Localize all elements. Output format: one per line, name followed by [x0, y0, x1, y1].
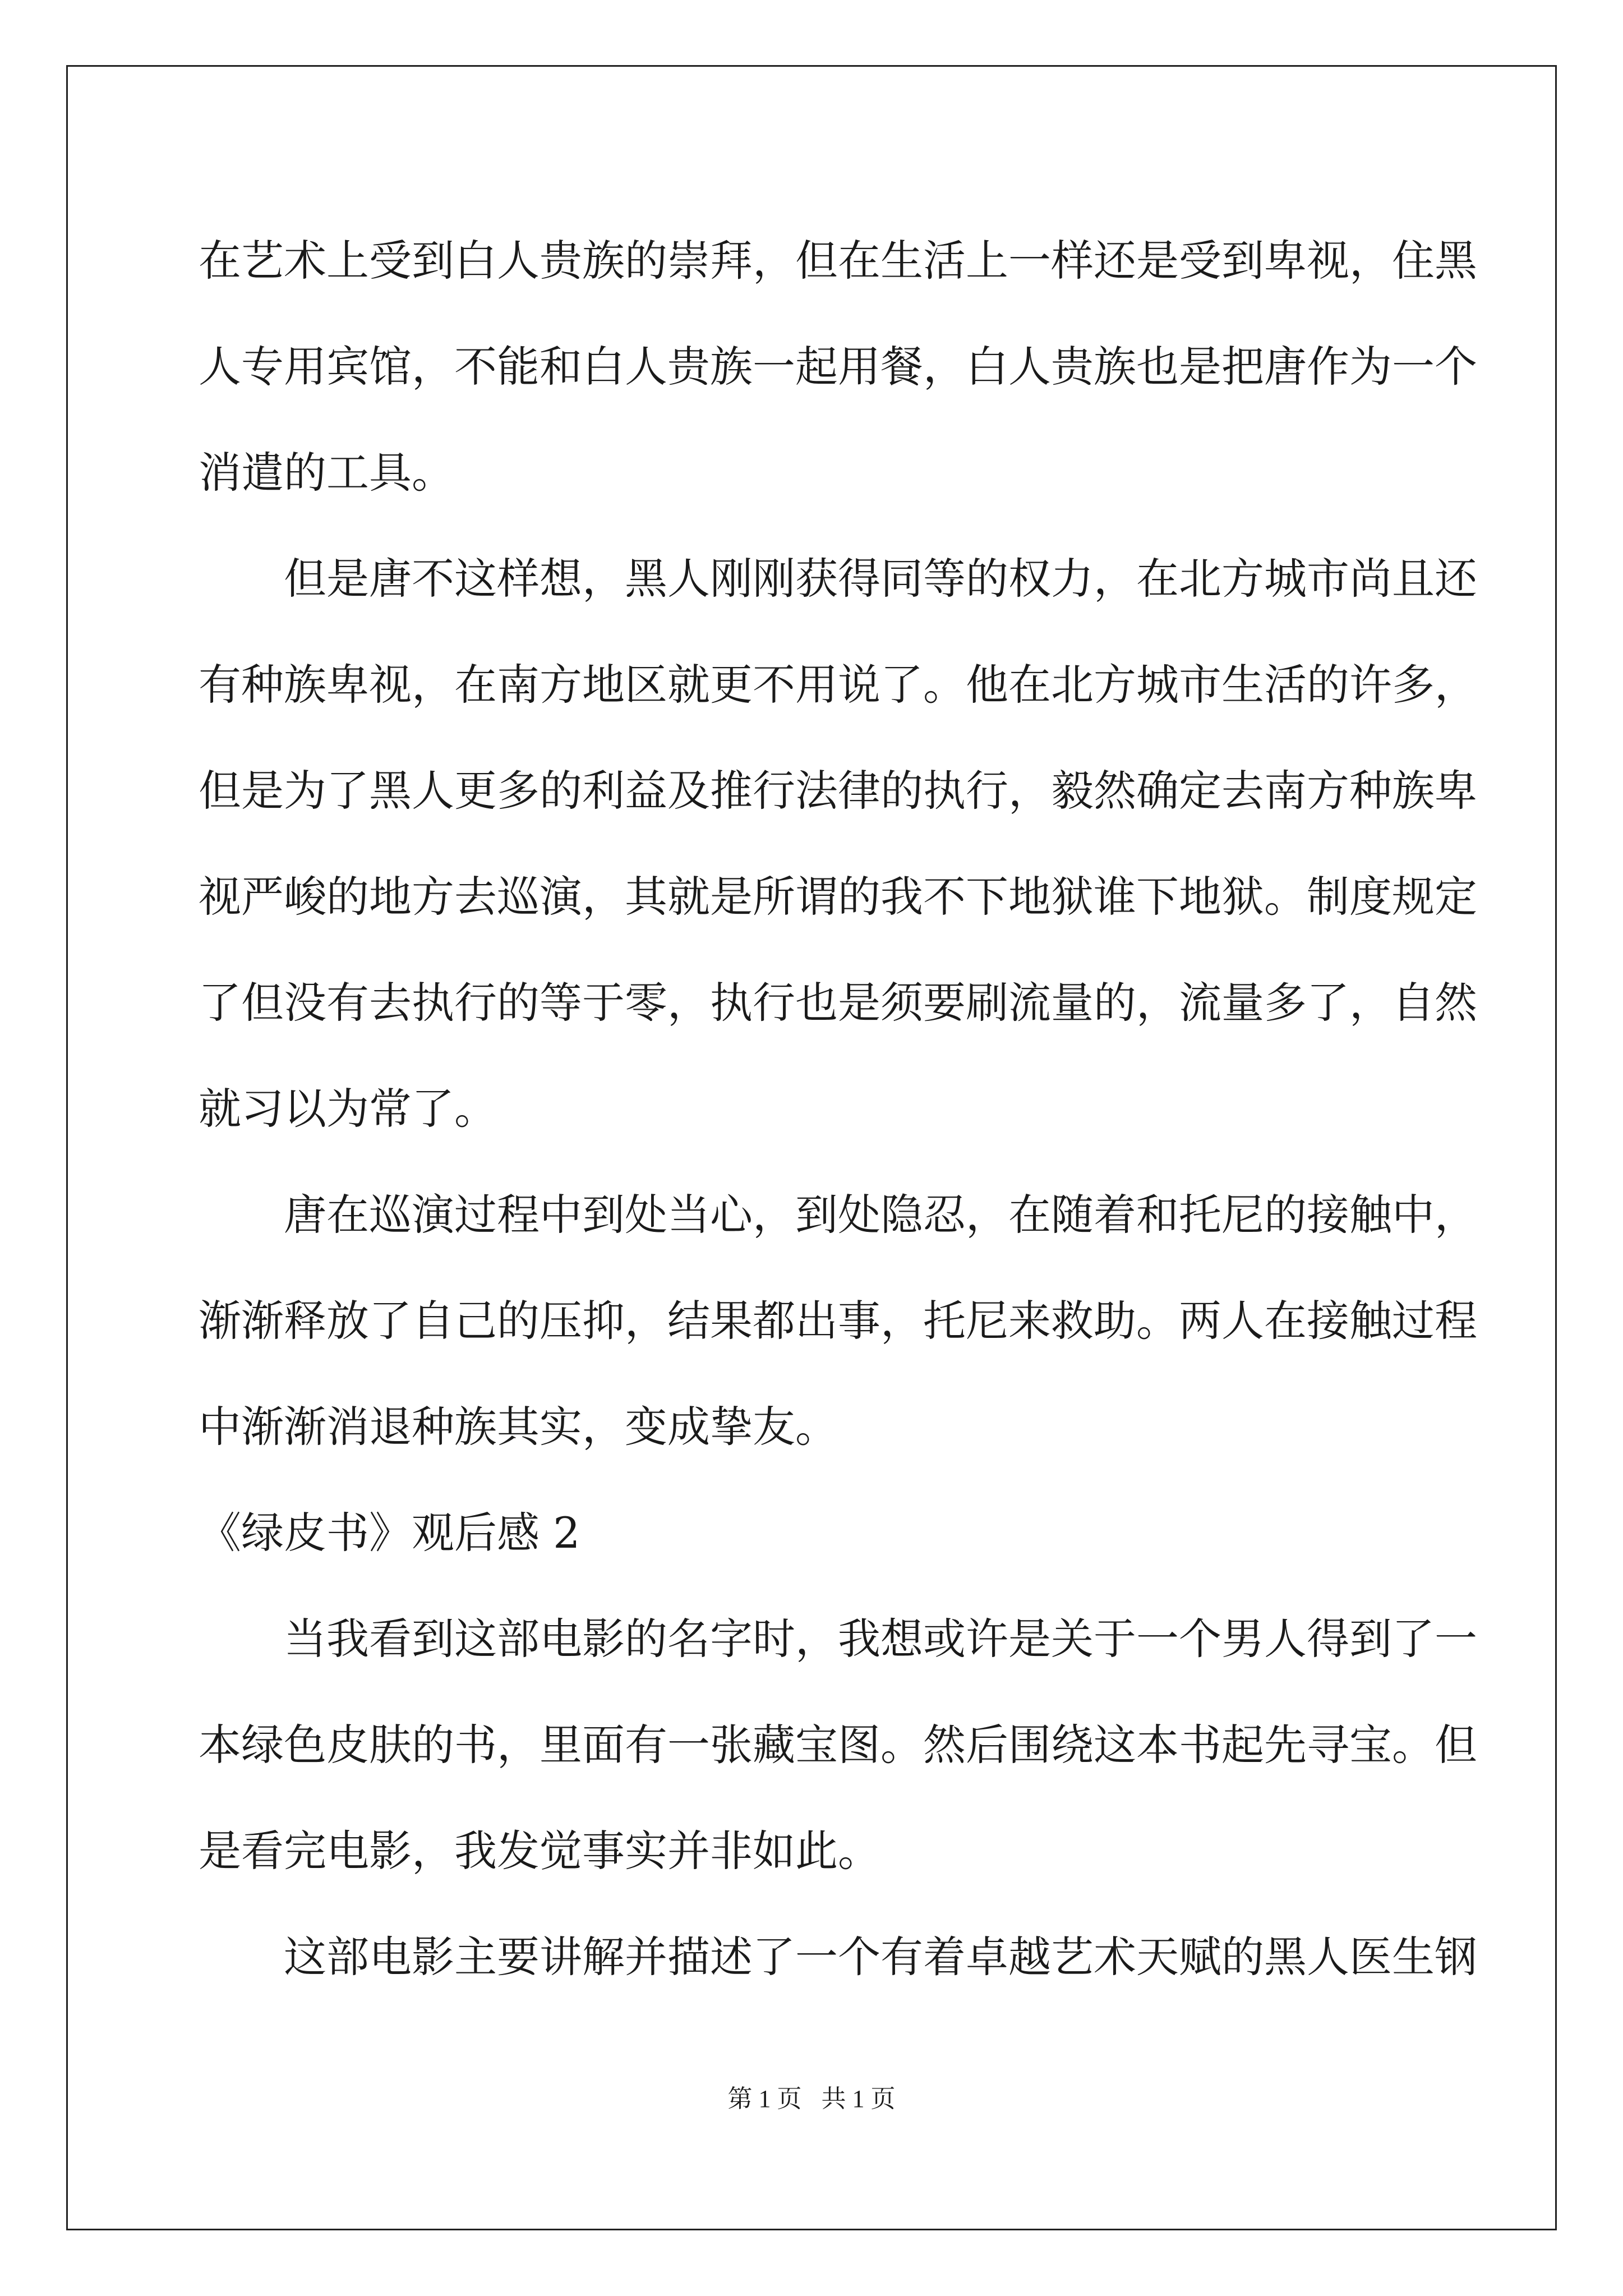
text-line: 消遣的工具。: [199, 448, 454, 498]
text-line: 人专用宾馆，不能和白人贵族一起用餐，白人贵族也是把唐作为一个: [199, 342, 1477, 392]
text-line: 了但没有去执行的等于零，执行也是须要刷流量的，流量多了，自然: [199, 978, 1477, 1028]
text-line: 有种族卑视，在南方地区就更不用说了。他在北方城市生活的许多，: [199, 660, 1477, 710]
section-heading: 《绿皮书》观后感 2: [199, 1508, 580, 1558]
text-line: 中渐渐消退种族其实，变成挚友。: [199, 1402, 838, 1452]
text-line: 但是唐不这样想，黑人刚刚获得同等的权力，在北方城市尚且还: [284, 554, 1477, 604]
document-body: [199, 208, 1477, 2010]
text-line: 视严峻的地方去巡演，其就是所谓的我不下地狱谁下地狱。制度规定: [199, 872, 1477, 922]
page-total: 共 1 页: [821, 2085, 896, 2113]
text-line: 当我看到这部电影的名字时，我想或许是关于一个男人得到了一: [284, 1614, 1477, 1664]
text-line: 是看完电影，我发觉事实并非如此。: [199, 1826, 880, 1876]
text-line: 唐在巡演过程中到处当心，到处隐忍，在随着和托尼的接触中，: [284, 1190, 1477, 1240]
page-footer: [0, 2082, 1623, 2116]
text-line: 渐渐释放了自己的压抑，结果都出事，托尼来救助。两人在接触过程: [199, 1296, 1477, 1346]
text-line: 这部电影主要讲解并描述了一个有着卓越艺术天赋的黑人医生钢: [284, 1932, 1477, 1982]
page-number: 第 1 页: [727, 2085, 802, 2113]
text-line: 就习以为常了。: [199, 1084, 497, 1134]
text-line: 在艺术上受到白人贵族的崇拜，但在生活上一样还是受到卑视，住黑: [199, 236, 1477, 286]
text-line: 本绿色皮肤的书，里面有一张藏宝图。然后围绕这本书起先寻宝。但: [199, 1720, 1477, 1770]
text-line: 但是为了黑人更多的利益及推行法律的执行，毅然确定去南方种族卑: [199, 766, 1477, 816]
